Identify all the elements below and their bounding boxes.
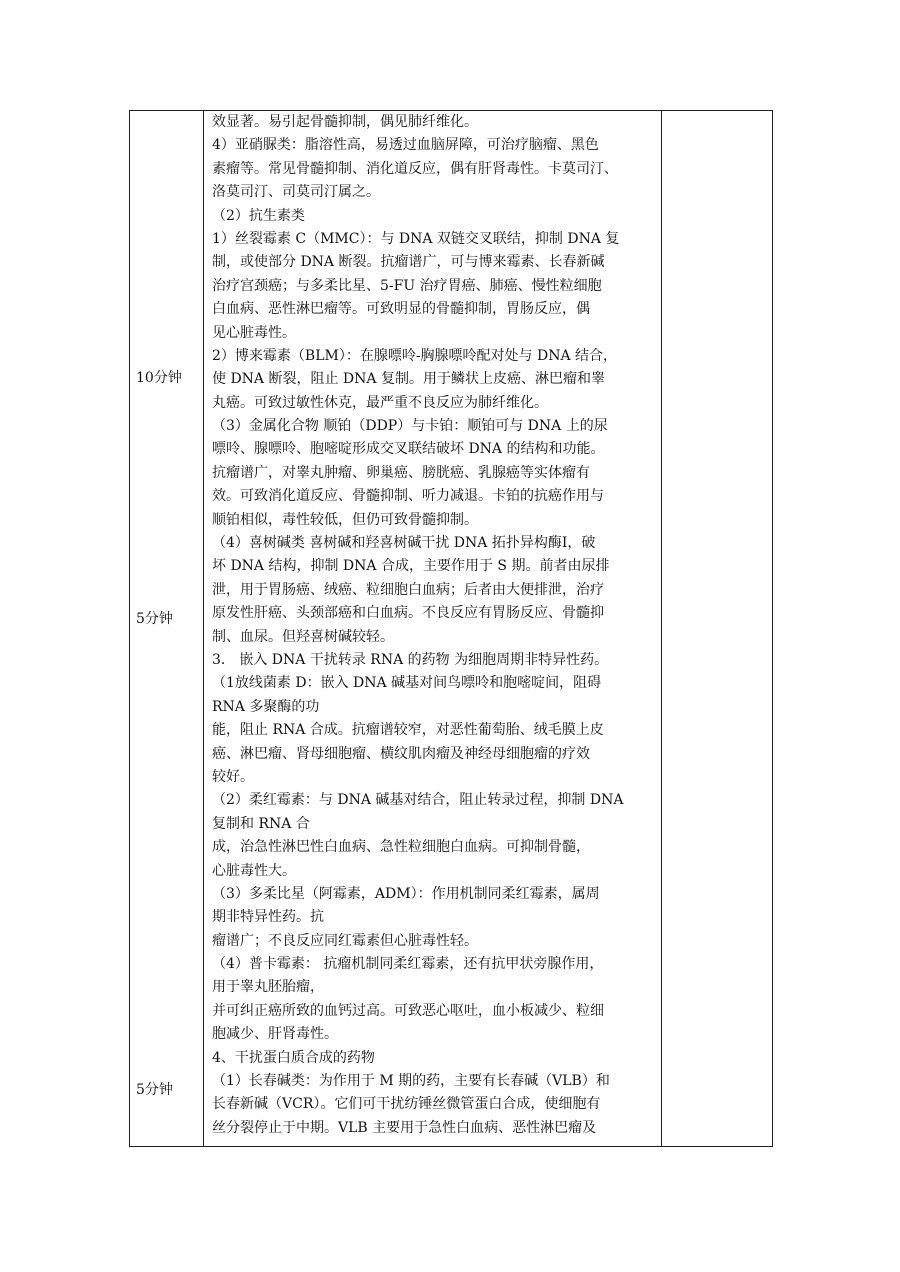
text-line: 能，阻止 RNA 合成。抗瘤谱较窄，对恶性葡萄胎、绒毛膜上皮 bbox=[212, 722, 604, 739]
text-line: 制，或使部分 DNA 断裂。抗瘤谱广，可与博来霉素、长春新碱 bbox=[212, 254, 605, 271]
text-line: 使 DNA 断裂，阻止 DNA 复制。用于鳞状上皮癌、淋巴瘤和睾 bbox=[212, 371, 605, 388]
text-line: 并可纠正癌所致的血钙过高。可致恶心呕吐，血小板减少、粒细 bbox=[212, 1002, 604, 1019]
text-line: 坏 DNA 结构，抑制 DNA 合成，主要作用于 S 期。前者由尿排 bbox=[212, 558, 610, 575]
text-line: （1）长春碱类：为作用于 M 期的药，主要有长春碱（VLB）和 bbox=[212, 1073, 610, 1090]
text-line: 治疗宫颈癌；与多柔比星、5-FU 治疗胃癌、肺癌、慢性粒细胞 bbox=[212, 277, 602, 294]
text-line: 3． 嵌入 DNA 干扰转录 RNA 的药物 为细胞周期非特异性药。 bbox=[212, 651, 609, 668]
text-line: 用于睾丸胚胎瘤， bbox=[212, 979, 324, 996]
text-line: （4）普卡霉素： 抗瘤机制同柔红霉素，还有抗甲状旁腺作用， bbox=[212, 956, 604, 973]
text-line: 丝分裂停止于中期。VLB 主要用于急性白血病、恶性淋巴瘤及 bbox=[212, 1119, 597, 1136]
text-line: （2）抗生素类 bbox=[212, 207, 305, 224]
text-line: 见心脏毒性。 bbox=[212, 324, 296, 341]
text-line: 制、血尿。但羟喜树碱较轻。 bbox=[212, 628, 394, 645]
time-label-3: 5分钟 bbox=[136, 1082, 173, 1098]
text-line: 4、干扰蛋白质合成的药物 bbox=[212, 1049, 375, 1066]
text-line: 2）博来霉素（BLM）：在腺嘌呤-胸腺嘌呤配对处与 DNA 结合， bbox=[212, 347, 618, 364]
text-line: 较好。 bbox=[212, 768, 254, 785]
content-column bbox=[204, 111, 662, 1146]
text-line: 抗瘤谱广，对睾丸肿瘤、卵巢癌、膀胱癌、乳腺癌等实体瘤有 bbox=[212, 464, 590, 481]
text-line: 成，治急性淋巴性白血病、急性粒细胞白血病。可抑制骨髓， bbox=[212, 839, 590, 856]
text-line: 复制和 RNA 合 bbox=[212, 815, 310, 832]
time-label-1: 10分钟 bbox=[136, 370, 182, 386]
text-line: 期非特异性药。抗 bbox=[212, 909, 324, 926]
text-line: 原发性肝癌、头颈部癌和白血病。不良反应有胃肠反应、骨髓抑 bbox=[212, 605, 604, 622]
text-line: 心脏毒性大。 bbox=[212, 862, 296, 879]
time-label-2: 5分钟 bbox=[136, 611, 173, 627]
note-column bbox=[662, 111, 772, 1146]
time-column bbox=[130, 111, 204, 1146]
text-line: 效。可致消化道反应、骨髓抑制、听力减退。卡铂的抗癌作用与 bbox=[212, 488, 604, 505]
text-line: 顺铂相似，毒性较低，但仍可致骨髓抑制。 bbox=[212, 511, 478, 528]
text-line: 4）亚硝脲类：脂溶性高，易透过血脑屏障，可治疗脑瘤、黑色 bbox=[212, 137, 599, 154]
text-line: 1）丝裂霉素 C（MMC）：与 DNA 双链交叉联结，抑制 DNA 复 bbox=[212, 230, 620, 247]
text-line: RNA 多聚酶的功 bbox=[212, 698, 320, 715]
text-line: 洛莫司汀、司莫司汀属之。 bbox=[212, 184, 380, 201]
text-line: （4）喜树碱类 喜树碱和羟喜树碱干扰 DNA 拓扑异构酶Ⅰ，破 bbox=[212, 535, 596, 552]
text-line: （2）柔红霉素：与 DNA 碱基对结合，阻止转录过程，抑制 DNA bbox=[212, 792, 624, 809]
text-line: 泄，用于胃肠癌、绒癌、粒细胞白血病；后者由大便排泄，治疗 bbox=[212, 581, 604, 598]
text-line: 丸癌。可致过敏性休克，最严重不良反应为肺纤维化。 bbox=[212, 394, 548, 411]
text-line: 效显著。易引起骨髓抑制，偶见肺纤维化。 bbox=[212, 114, 478, 130]
text-line: （3）多柔比星（阿霉素，ADM）：作用机制同柔红霉素，属周 bbox=[212, 885, 600, 902]
text-line: 瘤谱广；不良反应同红霉素但心脏毒性轻。 bbox=[212, 932, 478, 949]
text-line: 嘌呤、腺嘌呤、胞嘧啶形成交叉联结破坏 DNA 的结构和功能。 bbox=[212, 441, 605, 458]
content-text bbox=[212, 111, 656, 1140]
text-line: 白血病、恶性淋巴瘤等。可致明显的骨髓抑制，胃肠反应，偶 bbox=[212, 301, 590, 318]
text-line: 癌、淋巴瘤、肾母细胞瘤、横纹肌肉瘤及神经母细胞瘤的疗效 bbox=[212, 745, 590, 762]
text-line: 素瘤等。常见骨髓抑制、消化道反应，偶有肝肾毒性。卡莫司汀、 bbox=[212, 160, 618, 177]
text-line: 长春新碱（VCR）。它们可干扰纺锤丝微管蛋白合成，使细胞有 bbox=[212, 1096, 601, 1113]
text-line: （3）金属化合物 顺铂（DDP）与卡铂：顺铂可与 DNA 上的尿 bbox=[212, 418, 608, 435]
document-table bbox=[129, 110, 773, 1147]
text-line: 胞减少、肝肾毒性。 bbox=[212, 1026, 338, 1043]
text-line: （1放线菌素 D：嵌入 DNA 碱基对间鸟嘌呤和胞嘧啶间，阻碍 bbox=[212, 675, 602, 692]
